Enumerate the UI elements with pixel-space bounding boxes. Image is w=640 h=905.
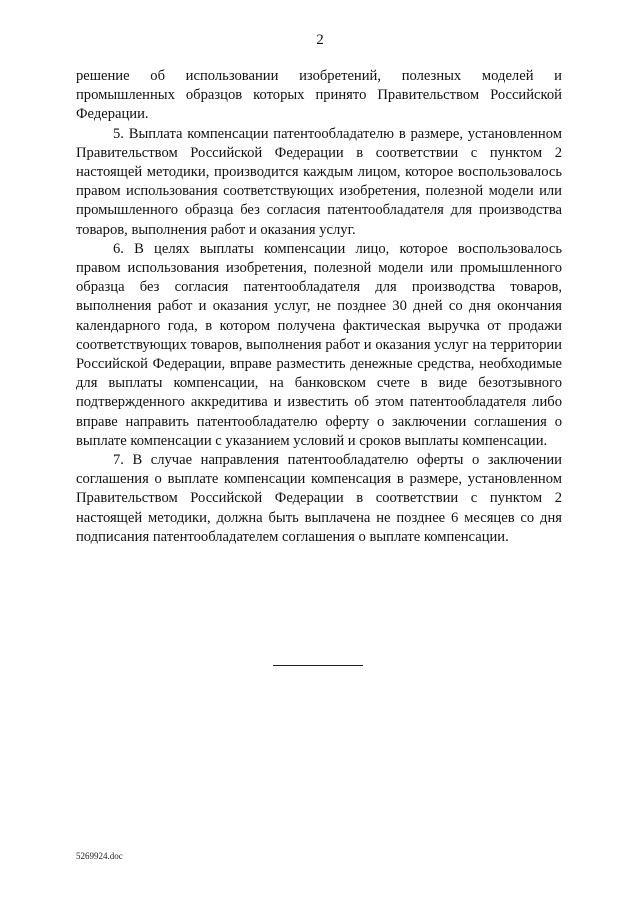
footer-file-name: 5269924.doc: [76, 851, 123, 861]
paragraph-item-5: 5. Выплата компенсации патентообладателю в размере, установленном Правительством Российской Федерации в соответствии с пунктом 2 настоящей методики, производится каждым лицом, которое воспользовалось правом использования соответствующих изобретения, полезной модели или промышленного образца без согласия патентообладателя для производства товаров, выполнения работ и оказания услуг.: [76, 125, 562, 238]
paragraph-item-6: 6. В целях выплаты компенсации лицо, которое воспользовалось правом использования изобретения, полезной модели или промышленного образца без согласия патентообладателя для производства товаров, выполнения работ и оказания услуг, не позднее 30 дней со дня окончания календарного года, в котором получена фактическая выручка от продажи соответствующих товаров, выполнения работ и оказания услуг на территории Российской Федерации, вправе разместить денежные средства, необходимые для выплаты компенсации, на банковском счете в виде безотзывного подтвержденного аккредитива и известить об этом патентообладателя либо вправе направить патентообладателю оферту о заключении соглашения о выплате компенсации с указанием условий и сроков выплаты компенсации.: [76, 240, 562, 449]
paragraph-item-7: 7. В случае направления патентообладателю оферты о заключении соглашения о выплате компенсации компенсация в размере, установленном Правительством Российской Федерации в соответствии с пунктом 2 настоящей методики, должна быть выплачена не позднее 6 месяцев со дня подписания патентообладателем соглашения о выплате компенсации.: [76, 452, 562, 545]
paragraph-continuation: решение об использовании изобретений, полезных моделей и промышленных образцов которых принято Правительством Российской Федерации.: [76, 68, 562, 123]
page-number: 2: [316, 32, 324, 48]
end-separator-line: [273, 665, 363, 666]
document-body: [76, 67, 562, 547]
